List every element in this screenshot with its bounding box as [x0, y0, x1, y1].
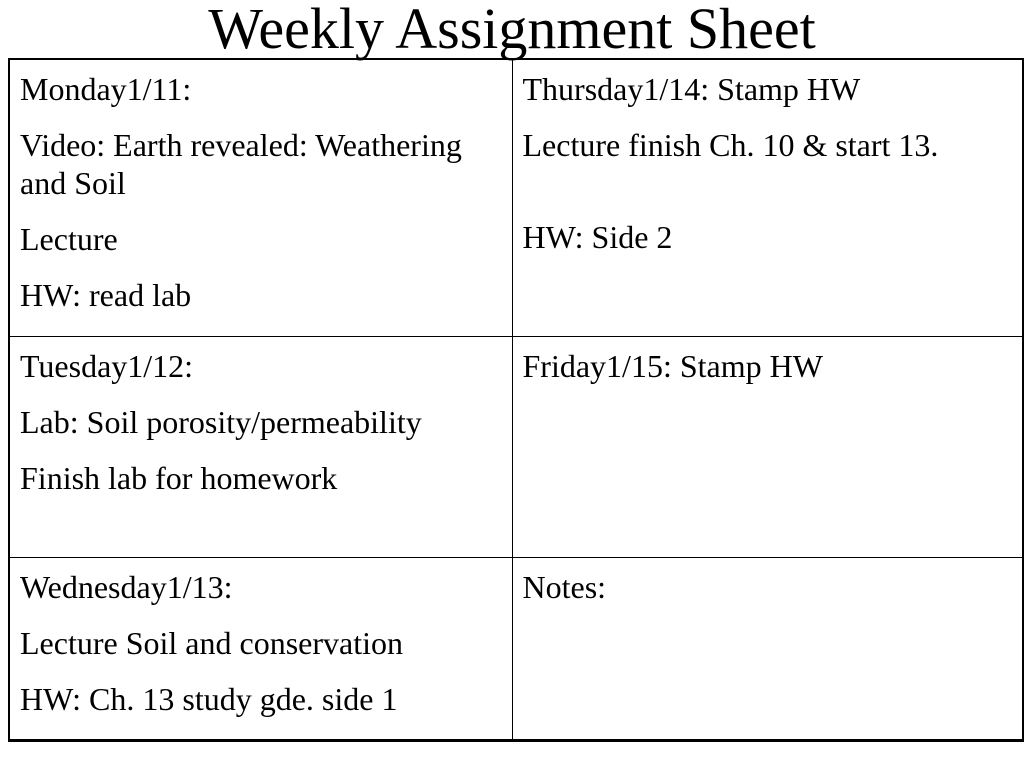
assignment-table: [8, 58, 1024, 742]
notes-heading: Notes:: [522, 568, 607, 605]
page-title: Weekly Assignment Sheet: [208, 0, 816, 61]
wednesday-line: HW: Ch. 13 study gde. side 1: [20, 680, 398, 717]
tuesday-heading: Tuesday1/12:: [20, 347, 194, 384]
monday-line: Video: Earth revealed: Weathering and Soil: [20, 127, 462, 201]
tuesday-line: Lab: Soil porosity/permeability: [20, 403, 422, 440]
wednesday-line: Lecture Soil and conservation: [20, 624, 403, 661]
table-row: [9, 557, 1023, 740]
table-row: [9, 336, 1023, 557]
thursday-heading: Thursday1/14: Stamp HW: [522, 71, 861, 107]
thursday-blank-line: [523, 182, 1015, 218]
wednesday-heading: Wednesday1/13:: [20, 568, 233, 605]
monday-line: HW: read lab: [20, 277, 192, 313]
monday-line: Lecture: [20, 221, 118, 257]
friday-cell: [512, 336, 1023, 557]
table-row: [9, 59, 1023, 336]
tuesday-line: Finish lab for homework: [20, 459, 338, 496]
monday-cell: [9, 59, 512, 336]
tuesday-cell: [9, 336, 512, 557]
thursday-cell: [512, 59, 1023, 336]
thursday-line: Lecture finish Ch. 10 & start 13.: [522, 127, 939, 163]
monday-heading: Monday1/11:: [20, 71, 192, 107]
notes-cell: [512, 557, 1023, 740]
thursday-line: HW: Side 2: [522, 219, 673, 255]
friday-heading: Friday1/15: Stamp HW: [522, 347, 823, 384]
wednesday-cell: [9, 557, 512, 740]
